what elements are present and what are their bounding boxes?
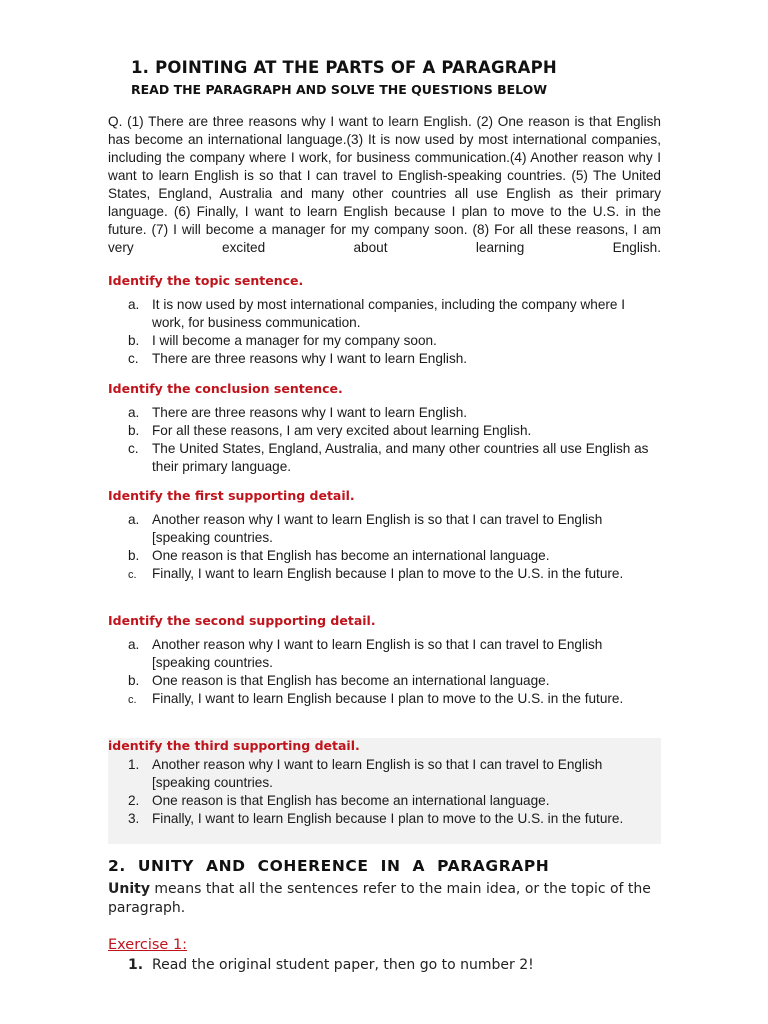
section-1-title: 1. POINTING AT THE PARTS OF A PARAGRAPH xyxy=(131,58,557,77)
question-title: identify the third supporting detail. xyxy=(108,738,360,753)
option-text: It is now used by most international companies, including the company where I work, for business communication. xyxy=(152,297,626,330)
option-marker: 1. xyxy=(128,757,140,772)
option-text: Finally, I want to learn English because I plan to move to the U.S. in the future. xyxy=(152,811,624,826)
unity-definition xyxy=(108,880,661,918)
option-2[interactable] xyxy=(108,792,661,810)
option-marker: a. xyxy=(128,512,140,527)
option-text: The United States, England, Australia, and many other countries all use English as their primary language. xyxy=(152,441,649,474)
option-c[interactable] xyxy=(108,565,661,583)
section-2-title: 2. UNITY AND COHERENCE IN A PARAGRAPH xyxy=(108,857,550,875)
option-marker: c. xyxy=(128,569,137,581)
option-text: There are three reasons why I want to learn English. xyxy=(152,405,468,420)
option-marker: 3. xyxy=(128,811,140,826)
option-c[interactable] xyxy=(108,350,661,368)
option-list xyxy=(108,296,661,368)
option-3[interactable] xyxy=(108,810,661,828)
section-1-subtitle: READ THE PARAGRAPH AND SOLVE THE QUESTIONS BELOW xyxy=(131,82,548,97)
option-marker: c. xyxy=(128,441,139,456)
question-third-supporting-detail xyxy=(108,738,661,844)
option-marker: a. xyxy=(128,297,140,312)
option-text: Finally, I want to learn English because I plan to move to the U.S. in the future. xyxy=(152,691,624,706)
option-marker: a. xyxy=(128,637,140,652)
question-title: Identify the topic sentence. xyxy=(108,273,304,288)
option-list xyxy=(108,756,661,828)
option-marker: c. xyxy=(128,351,139,366)
option-text: Another reason why I want to learn English is so that I can travel to English [speaking countries. xyxy=(152,637,603,670)
option-a[interactable] xyxy=(108,296,661,332)
option-1[interactable] xyxy=(108,756,661,792)
option-text: Another reason why I want to learn English is so that I can travel to English [speaking countries. xyxy=(152,757,603,790)
option-b[interactable] xyxy=(108,672,661,690)
option-b[interactable] xyxy=(108,332,661,350)
option-text: I will become a manager for my company soon. xyxy=(152,333,437,348)
exercise-item-text: Read the original student paper, then go to number 2! xyxy=(152,957,534,973)
exercise-item xyxy=(128,957,534,973)
option-text: Finally, I want to learn English because I plan to move to the U.S. in the future. xyxy=(152,566,624,581)
question-title: Identify the second supporting detail. xyxy=(108,613,376,628)
option-marker: c. xyxy=(128,694,137,706)
option-marker: b. xyxy=(128,333,140,348)
question-conclusion-sentence xyxy=(108,381,661,476)
question-title: Identify the first supporting detail. xyxy=(108,488,355,503)
option-marker: b. xyxy=(128,673,140,688)
option-b[interactable] xyxy=(108,547,661,565)
option-list xyxy=(108,511,661,583)
question-first-supporting-detail xyxy=(108,488,661,583)
option-marker: a. xyxy=(128,405,140,420)
exercise-title: Exercise 1: xyxy=(108,937,188,953)
option-text: There are three reasons why I want to learn English. xyxy=(152,351,468,366)
option-a[interactable] xyxy=(108,511,661,547)
option-marker: b. xyxy=(128,548,140,563)
question-second-supporting-detail xyxy=(108,613,661,708)
option-marker: b. xyxy=(128,423,140,438)
unity-text: means that all the sentences refer to the main idea, or the topic of the paragraph. xyxy=(108,881,651,916)
option-marker: 2. xyxy=(128,793,140,808)
option-text: One reason is that English has become an international language. xyxy=(152,673,550,688)
option-a[interactable] xyxy=(108,636,661,672)
exercise-item-number: 1. xyxy=(128,957,144,973)
option-text: One reason is that English has become an international language. xyxy=(152,548,550,563)
option-b[interactable] xyxy=(108,422,661,440)
option-text: One reason is that English has become an international language. xyxy=(152,793,550,808)
option-c[interactable] xyxy=(108,440,661,476)
option-text: Another reason why I want to learn English is so that I can travel to English [speaking countries. xyxy=(152,512,603,545)
option-list xyxy=(108,636,661,708)
reading-paragraph: Q. (1) There are three reasons why I want to learn English. (2) One reason is that English has become an international language.(3) It is now used by most international companies, including the company where I work, for business communication.(4) Another reason why I want to learn English is so that I can travel to English-speaking countries. (5) The United States, England, Australia and many other countries all use English as their primary language. (6) Finally, I want to learn English because I plan to move to the U.S. in the future. (7) I will become a manager for my company soon. (8) For all these reasons, I am very excited about learning English. xyxy=(108,114,661,255)
option-text: For all these reasons, I am very excited about learning English. xyxy=(152,423,532,438)
question-topic-sentence xyxy=(108,273,661,368)
unity-term: Unity xyxy=(108,881,150,897)
option-a[interactable] xyxy=(108,404,661,422)
option-c[interactable] xyxy=(108,690,661,708)
option-list xyxy=(108,404,661,476)
question-title: Identify the conclusion sentence. xyxy=(108,381,343,396)
